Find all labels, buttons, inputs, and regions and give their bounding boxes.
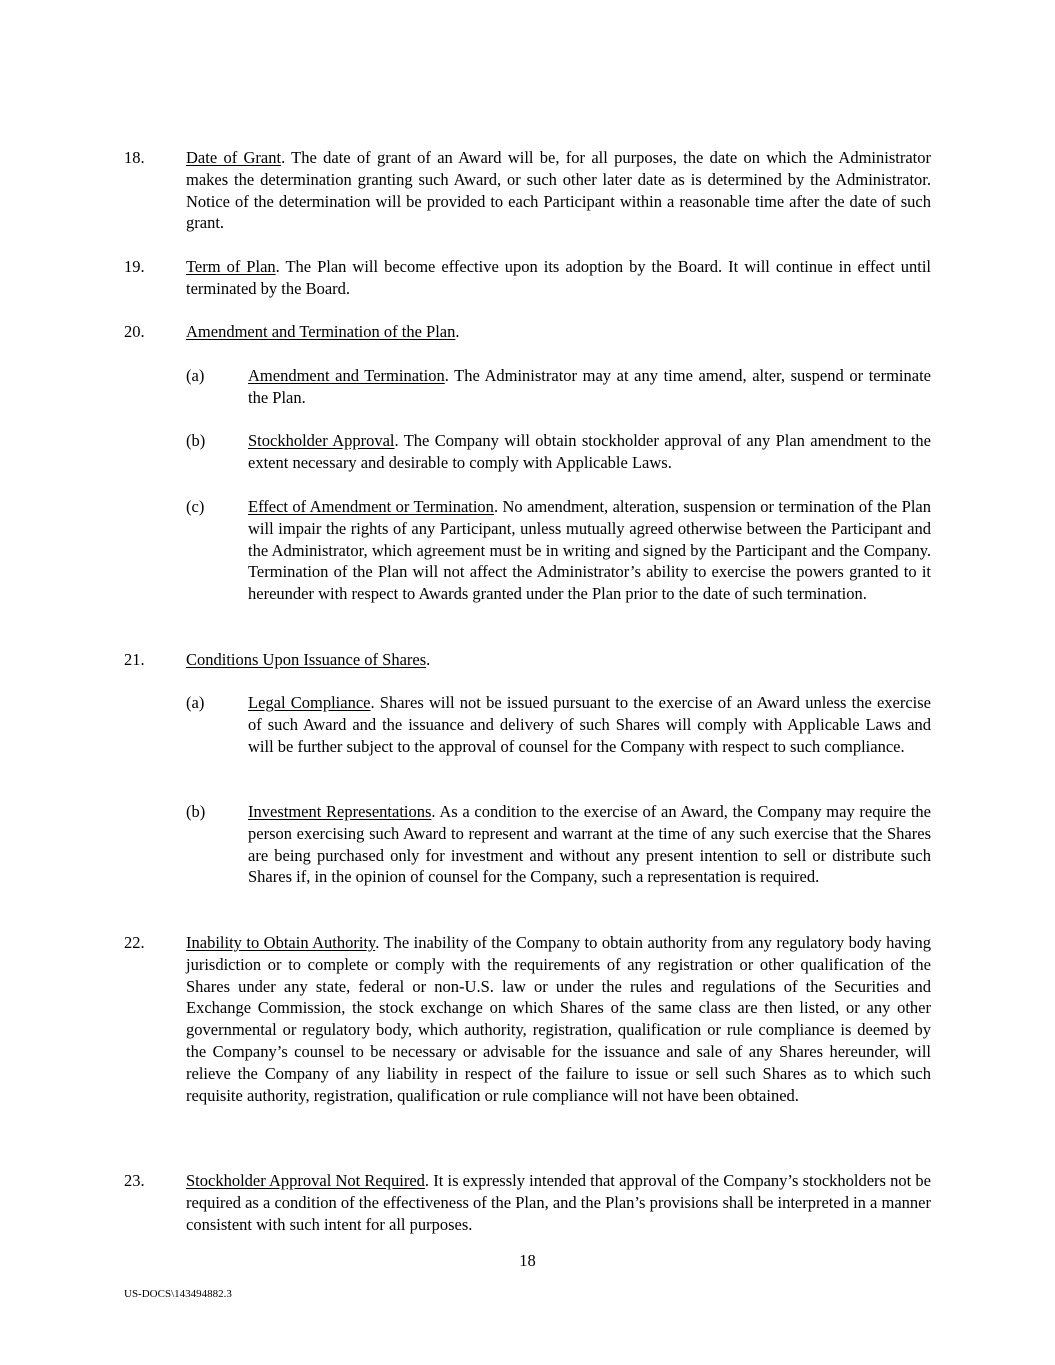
section-body [186, 147, 931, 234]
subsection-body [248, 801, 931, 888]
subsection-label: (c) [186, 497, 205, 516]
document-id: US-DOCS\143494882.3 [124, 1288, 232, 1300]
section-text: . [455, 322, 460, 341]
page-number: 18 [519, 1251, 536, 1270]
subsection-body [248, 430, 931, 474]
subsection-heading: Legal Compliance [248, 693, 371, 712]
section-text: . The Plan will become effective upon its adoption by the Board. It will continue in effect until terminated by the Board. [186, 257, 931, 298]
section-heading: Date of Grant [186, 148, 282, 167]
subsection-heading: Effect of Amendment or Termination [248, 497, 494, 516]
section-heading: Term of Plan [186, 257, 276, 276]
subsection-heading: Stockholder Approval [248, 431, 395, 450]
section-number: 19. [124, 257, 145, 276]
subsection-text: . No amendment, alteration, suspension or termination of the Plan will impair the rights of any Participant, unless mutually agreed otherwise between the Participant and the Administrator, which agreement must be in writing and signed by the Participant and the Company. Termination of the Plan will not affect the Administrator’s ability to exercise the powers granted to it hereunder with respect to Awards granted under the Plan prior to the date of such termination. [248, 497, 931, 604]
section-body [186, 1170, 931, 1235]
subsection-text: . The Company will obtain stockholder approval of any Plan amendment to the extent necessary and desirable to comply with Applicable Laws. [248, 431, 931, 472]
section-heading: Conditions Upon Issuance of Shares [186, 650, 427, 669]
subsection-text: . As a condition to the exercise of an Award, the Company may require the person exercising such Award to represent and warrant at the time of any such exercise that the Shares are being purchased only for investment and without any present intention to sell or distribute such Shares if, in the opinion of counsel for the Company, such a representation is required. [248, 802, 931, 887]
subsection-label: (b) [186, 802, 206, 821]
section-number: 20. [124, 322, 145, 341]
section-heading: Inability to Obtain Authority [186, 933, 376, 952]
section-number: 18. [124, 148, 145, 167]
section-body [186, 256, 931, 300]
section-body [186, 649, 931, 671]
section-text: . The inability of the Company to obtain authority from any regulatory body having jurisdiction or to complete or comply with the requirements of any registration or other qualification of the Shares under any state, federal or non-U.S. law or under the rules and regulations of the Securities and Exchange Commission, the stock exchange on which Shares of the same class are then listed, or any other governmental or regulatory body, which authority, registration, qualification or rule compliance is deemed by the Company’s counsel to be necessary or advisable for the issuance and sale of any Shares hereunder, will relieve the Company of any liability in respect of the failure to issue or sell such Shares as to which such requisite authority, registration, qualification or rule compliance will not have been obtained. [186, 933, 932, 1105]
subsection-label: (a) [186, 366, 205, 385]
section-number: 23. [124, 1171, 145, 1190]
section-text: . It is expressly intended that approval of the Company’s stockholders not be required as a condition of the effectiveness of the Plan, and the Plan’s provisions shall be interpreted in a manner consistent with such intent for all purposes. [186, 1171, 931, 1234]
subsection-body [248, 365, 931, 409]
subsection-heading: Investment Representations [248, 802, 432, 821]
section-body [186, 321, 931, 343]
section-number: 21. [124, 650, 145, 669]
subsection-body [248, 692, 931, 757]
section-text: . The date of grant of an Award will be, for all purposes, the date on which the Administrator makes the determination granting such Award, or such other later date as is determined by the Administrator. Notice of the determination will be provided to each Participant within a reasonable time after the date of such grant. [186, 148, 931, 233]
section-text: . [426, 650, 431, 669]
section-body [186, 932, 931, 1106]
subsection-label: (b) [186, 431, 206, 450]
subsection-body [248, 496, 931, 605]
section-heading: Stockholder Approval Not Required [186, 1171, 425, 1190]
section-number: 22. [124, 933, 145, 952]
subsection-text: . Shares will not be issued pursuant to the exercise of an Award unless the exercise of such Award and the issuance and delivery of such Shares will comply with Applicable Laws and will be further subject to the approval of counsel for the Company with respect to such compliance. [248, 693, 932, 756]
section-heading: Amendment and Termination of the Plan [186, 322, 456, 341]
subsection-label: (a) [186, 693, 205, 712]
subsection-heading: Amendment and Termination [248, 366, 445, 385]
subsection-text: . The Administrator may at any time amend, alter, suspend or terminate the Plan. [248, 366, 931, 407]
